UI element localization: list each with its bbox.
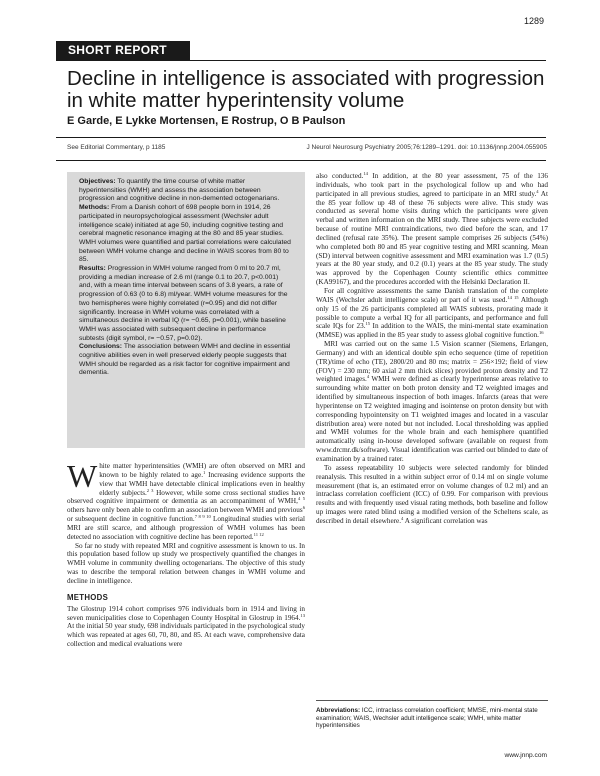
intro-text-2: Increasing evidence supports the view that WMH have detectable clinical implications even in healthy elderly subjects.	[99, 470, 305, 497]
reference: 15	[365, 321, 371, 327]
methods-text-2: At the initial 50 year study, 698 individuals participated in the psychological study which was repeated at ages 60, 70, 80, and 85. At each wave, comprehensive data collection and medical evaluations were	[67, 622, 305, 649]
body-text: In addition to the WAIS, the mini-mental state examination (MMSE) was applied in the 85 year study to assess global cognitive function.	[316, 322, 548, 340]
reference: 11 12	[253, 531, 264, 537]
intro-text-4: others have only been able to confirm an association between WMH and previous	[67, 506, 303, 515]
body-text: Although only 15 of the 26 participants completed all WAIS subtests, prorating made it possible to compute a verbal IQ for all participants, and performance and full scale IQs for 23.	[316, 295, 549, 331]
methods-text-1: The Glostrup 1914 cohort comprises 976 individuals born in 1914 and living in seven municipalities close to Copenhagen County Hospital in Glostrup in 1964.	[67, 604, 305, 622]
body-text: also conducted.	[316, 172, 364, 180]
abbreviations-footnote	[316, 700, 548, 730]
article-title: Decline in intelligence is associated with progression in white matter hyperintensity volume	[67, 67, 545, 112]
reference: 4	[536, 188, 539, 194]
reference: 14 15	[507, 294, 519, 300]
page-number: 1289	[523, 16, 544, 26]
reference: 4	[401, 515, 404, 521]
mri-paragraph	[316, 340, 548, 464]
abstract-objectives-label: Objectives:	[79, 178, 116, 185]
methods-paragraph	[67, 605, 305, 649]
abbreviations-label: Abbreviations:	[316, 707, 361, 714]
reference: 13	[300, 612, 305, 618]
header-rule	[56, 60, 546, 61]
reference: 6	[302, 505, 305, 511]
intro-text-3: However, while some cross sectional studies have observed cognitive impairment or dementia as an accompaniment of WMH,	[67, 488, 305, 506]
editorial-reference: See Editorial Commentary, p 1185	[67, 144, 166, 151]
abstract-box	[67, 172, 305, 448]
left-column	[67, 458, 305, 649]
reference: 7 8 9 10	[194, 514, 211, 520]
citation-doi: J Neurol Neurosurg Psychiatry 2005;76:1289–1291. doi: 10.1136/jnnp.2004.055905	[306, 144, 547, 151]
abstract-results-text: Progression in WMH volume ranged from 0 ml to 20.7 ml, providing a median increase of 2.6 ml (range 0.1 to 20.7, p<0.001) and, with a mean time interval between scans of 3.8 years, a rate of progression of 0.63 (0 to 6.8) ml/year. WMH volume measures for the two hemispheres were highly correlated (r=0.95) and did not differ significantly. Increase in WMH volume was correlated with a simultaneous decline in verbal IQ (r= −0.65, p=0.001), while baseline WMH was associated with subsequent decline in performance subtests (digit symbol, r= −0.57, p=0.02).	[79, 265, 288, 342]
section-tag: SHORT REPORT	[56, 41, 190, 60]
intro-text-6: Longitudinal studies with serial MRI are still scarce, and although progression of WMH volumes has been detected no association with cognitive decline has been reported.	[67, 515, 305, 541]
reference: 1	[203, 469, 206, 475]
intro-paragraph-2: So far no study with repeated MRI and cognitive assessment is known to us. In this population based follow up study we prospectively quantified the changes in WMH volume in community dwelling octogenarians. The objective of this study was to describe the temporal relation between changes in WMH volume and decline in intelligence.	[67, 541, 305, 585]
abstract-methods	[79, 204, 293, 265]
intro-text-5: or subsequent decline in cognitive function.	[67, 515, 195, 524]
abstract-conclusions-label: Conclusions:	[79, 343, 123, 351]
methods-continued-paragraph	[316, 172, 548, 287]
abstract-results	[79, 265, 293, 343]
reference: 4	[366, 374, 370, 380]
abbreviations-text: ICC, intraclass correlation coefficient; MMSE, mini-mental state examination; WAIS, Wechsler adult intelligence scale; WMH, white matter hyperintensities	[316, 707, 538, 730]
abstract-objectives-text: To quantify the time course of white matter hyperintensities (WMH) and assess the association between progression and cognitive decline in non-demented octogenarians.	[79, 178, 280, 203]
methods-heading: METHODS	[67, 592, 109, 602]
repeatability-paragraph	[316, 464, 548, 526]
intro-text-1: hite matter hyperintensities (WMH) are often observed on MRI and known to be highly related to age.	[99, 462, 305, 479]
body-text: WMH were defined as clearly hyperintense areas relative to surrounding white matter on both proton density and T2 weighted images and identified by simultaneous inspection of both images. Infarcts (areas that were hyperintense on T2 weighted imaging and isointense on proton density but with corresponding hypointensity on T1 weighted images and located in a vascular distribution area) were noted but not included. Local thresholding was applied and WMH volumes for the whole brain and each hemisphere quantified automatically using in-house developed software (available on request from www.drcmr.dk/software). Visual identification was carried out blinded to date of examination by a trained rater.	[316, 375, 548, 463]
reference: 16	[538, 330, 544, 336]
abstract-conclusions	[79, 343, 293, 378]
meta-rule-top	[56, 137, 546, 138]
body-text: At the 85 year follow up 48 of these 76 subjects were alive. This study was conducted as several home visits during which the participants were given verbal and written information on the MRI study. Three subjects were excluded because of routine MRI contraindications, two died before the scan, and 17 declined (refusal rate 35%). The present sample comprises 26 subjects (54%) who completed both 80 and 85 year cognitive testing and MRI scanning. Mean (SD) interval between cognitive assessment and MRI examination was 1.7 (0.5) years at the 80 year study, and 0.2 (0.1) years at the 85 year study. The study was approved by the Copenhagen County scientific ethics committee (KA99167), and the procedures accorded with the Helsinki Declaration II.	[316, 189, 548, 287]
meta-rule-bottom	[56, 160, 546, 161]
cognitive-assessment-paragraph	[316, 287, 548, 340]
abstract-methods-label: Methods:	[79, 204, 110, 212]
intro-paragraph	[67, 458, 305, 542]
reference: 4 5	[297, 496, 305, 502]
abstract-results-label: Results:	[79, 265, 106, 273]
body-text: In addition, at the 80 year assessment, 75 of the 136 individuals, who took part in the psychological follow up and who had participated in all previous studies, agreed to participate in an MRI study.	[316, 172, 548, 198]
reference: 14	[363, 171, 368, 176]
right-column	[316, 172, 548, 526]
abstract-conclusions-text: The association between WMH and decline in essential cognitive abilities even in well preserved elderly people suggests that WMH should be regarded as a risk factor for cognitive impairment and dementia.	[79, 343, 291, 377]
abstract-methods-text: From a Danish cohort of 698 people born in 1914, 26 participated in neuropsychological assessment (Wechsler adult intelligence scale) initiated at age 50, including cognitive testing and cerebral magnetic resonance imaging at the 80 and 85 year studies. WMH volumes were quantified and partial correlations were calculated between WMH volume change and decline in WAIS scores from 80 to 85.	[79, 204, 291, 264]
footer-url: www.jnnp.com	[504, 752, 547, 759]
body-text: MRI was carried out on the same 1.5 Vision scanner (Siemens, Erlangen, Germany) and with an identical double spin echo sequence (time of repetition (TR)/time of echo (TE), 2800/20 and 80 ms; matrix = 256×192; field of view (FOV) = 230 mm; 60 axial 2 mm thick slices) provided proton density and T2 weighted images.	[316, 340, 548, 384]
abstract-objectives	[79, 178, 293, 204]
drop-cap: W	[67, 458, 98, 494]
reference: 2 3	[146, 487, 154, 493]
body-text: To assess repeatability 10 subjects were selected randomly for blinded reanalysis. This resulted in a within subject error of 0.14 ml on single volume measurement (that is, an estimated error on volume changes of 0.2 ml) and an intraclass correlation coefficient (ICC) of 0.99. For comparison with previous results and with frequently used visual rating methods, both baseline and follow up images were rated blind using a modified version of the Scheltens scale, as described in detail elsewhere.	[316, 463, 548, 525]
authors: E Garde, E Lykke Mortensen, E Rostrup, O B Paulson	[67, 115, 346, 127]
body-text: For all cognitive assessments the same Danish translation of the complete WAIS (Wechsler adult intelligence scale) or part of it was used.	[316, 286, 548, 304]
body-text: A significant correlation was	[403, 516, 488, 525]
